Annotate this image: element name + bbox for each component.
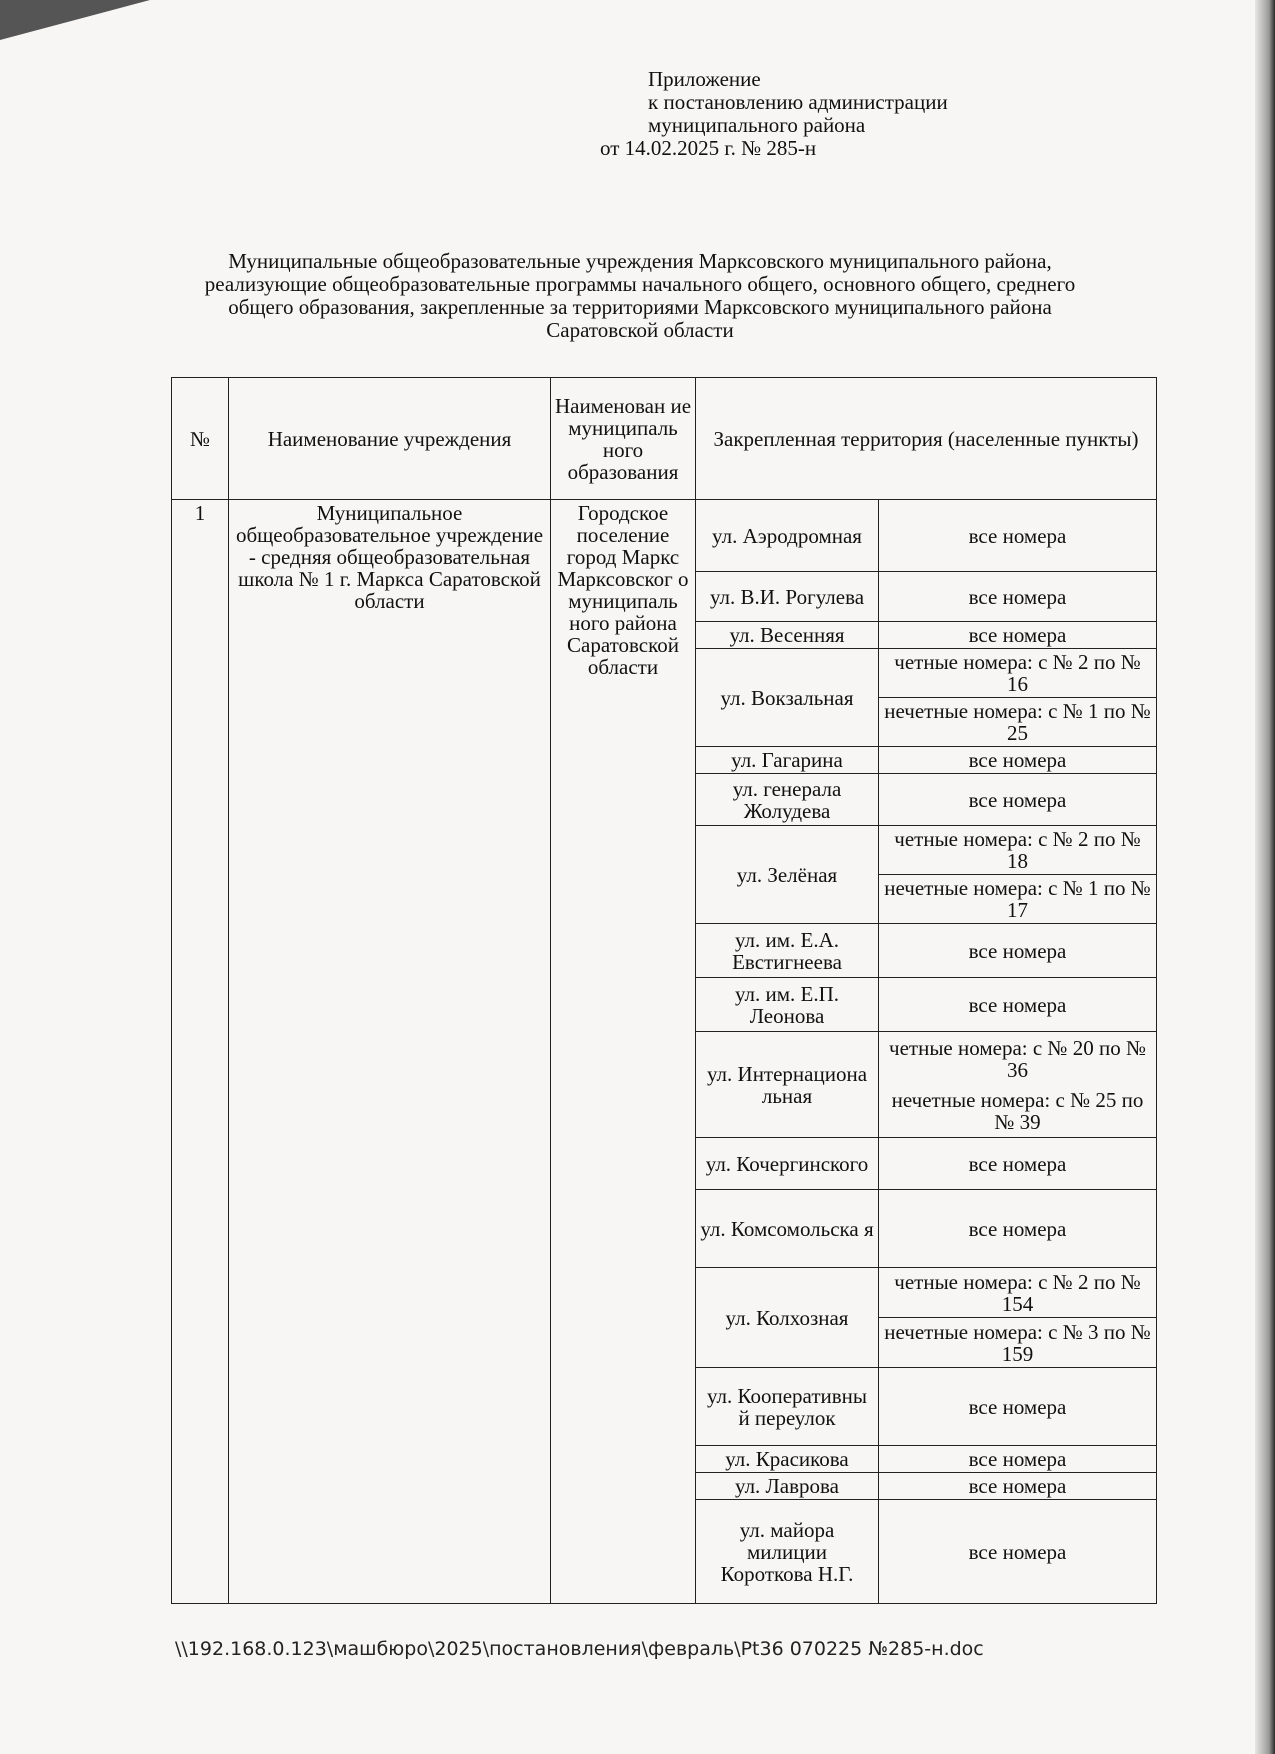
house-numbers: все номера [879,747,1157,774]
street-name: ул. Кооперативны й переулок [696,1368,879,1446]
house-numbers: все номера [879,1138,1157,1190]
street-name: ул. Колхозная [696,1268,879,1368]
table-row [172,500,1157,572]
file-path-footer: \\192.168.0.123\машбюро\2025\постановления\февраль\Pt36 070225 №285-н.doc [175,1638,984,1660]
house-numbers: все номера [879,1473,1157,1500]
house-numbers: все номера [879,1368,1157,1446]
attachment-line-4: от 14.02.2025 г. № 285-н [600,136,817,160]
table-header-row [172,378,1157,500]
attachment-header [600,68,1020,160]
house-numbers: все номера [879,1190,1157,1268]
house-numbers: нечетные номера: с № 1 по № 17 [879,875,1157,924]
street-name: ул. майора милиции Короткова Н.Г. [696,1500,879,1604]
house-numbers: четные номера: с № 2 по № 16 [879,649,1157,698]
house-numbers: нечетные номера: с № 3 по № 159 [879,1318,1157,1368]
street-name: ул. Вокзальная [696,649,879,747]
street-name: ул. Гагарина [696,747,879,774]
street-name: ул. им. Е.А. Евстигнеева [696,924,879,978]
row-number: 1 [172,500,229,1604]
street-name: ул. Весенняя [696,622,879,649]
schools-table [171,377,1157,1604]
street-name: ул. генерала Жолудева [696,774,879,826]
institution-name: Муниципальное общеобразовательное учреждение - средняя общеобразовательная школа № 1 г. Маркса Саратовской области [229,500,551,1604]
street-name: ул. Кочергинского [696,1138,879,1190]
street-name: ул. Зелёная [696,826,879,924]
street-name: ул. Лаврова [696,1473,879,1500]
house-numbers: четные номера: с № 2 по № 18 [879,826,1157,875]
house-numbers: все номера [879,500,1157,572]
street-name: ул. им. Е.П. Леонова [696,978,879,1032]
document-title: Муниципальные общеобразовательные учреждения Марксовского муниципального района, реализующие общеобразовательные программы начального общего, основного общего, среднего общего образования, закрепленные за территориями Марксовского муниципального района Саратовской области [204,249,1076,342]
house-numbers: четные номера: с № 2 по № 154 [879,1268,1157,1318]
street-name: ул. В.И. Рогулева [696,572,879,622]
street-name: ул. Красикова [696,1446,879,1473]
house-numbers: все номера [879,774,1157,826]
house-numbers: все номера [879,572,1157,622]
street-name: ул. Комсомольска я [696,1190,879,1268]
header-institution: Наименование учреждения [229,378,551,500]
street-name: ул. Интернациона льная [696,1032,879,1138]
attachment-line-2: к постановлению администрации [648,90,948,114]
house-numbers: нечетные номера: с № 1 по № 25 [879,698,1157,747]
attachment-line-3: муниципального района [648,113,866,137]
scan-corner-shadow [0,0,150,40]
street-name: ул. Аэродромная [696,500,879,572]
house-numbers: все номера [879,1446,1157,1473]
house-numbers: все номера [879,622,1157,649]
header-number: № [172,378,229,500]
municipality-name: Городское поселение город Маркс Марксовског о муниципаль ного района Саратовской области [551,500,696,1604]
attachment-line-1: Приложение [648,67,761,91]
house-numbers: четные номера: с № 20 по № 36 [879,1032,1157,1086]
header-territory: Закрепленная территория (населенные пункты) [696,378,1157,500]
scan-edge-shadow [1255,0,1275,1754]
house-numbers: все номера [879,924,1157,978]
house-numbers: нечетные номера: с № 25 по № 39 [879,1086,1157,1138]
house-numbers: все номера [879,1500,1157,1604]
house-numbers: все номера [879,978,1157,1032]
header-municipality: Наименован ие муниципаль ного образования [551,378,696,500]
